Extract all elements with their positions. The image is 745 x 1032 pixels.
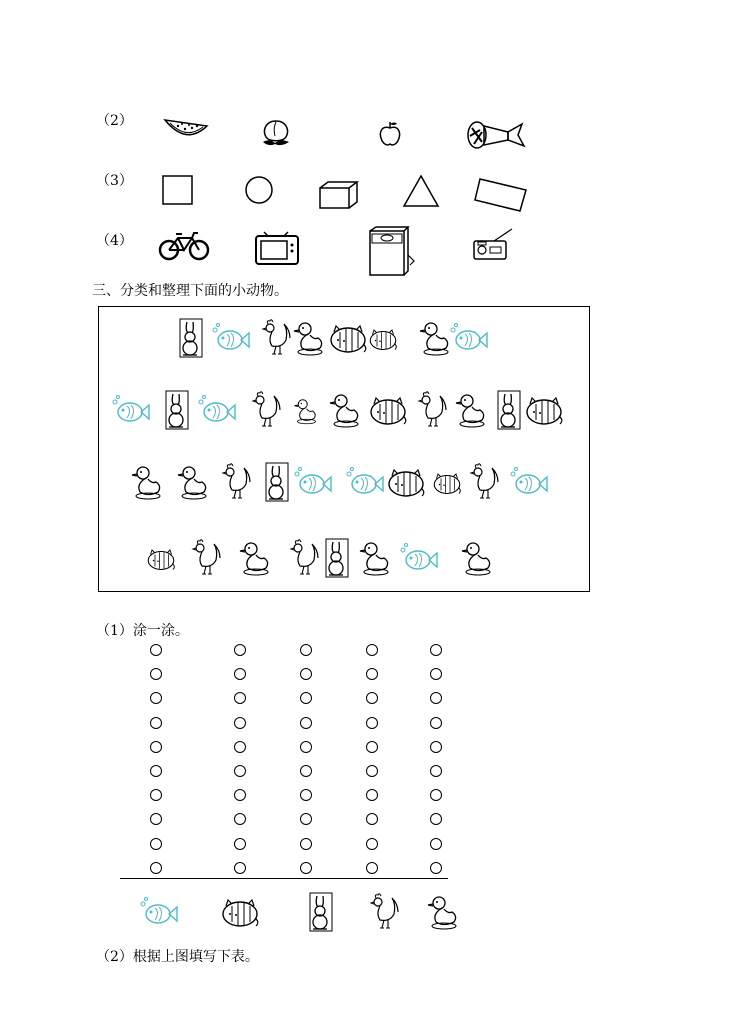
- q2-label: （2）根据上图填写下表。: [96, 949, 259, 965]
- tally-circle-duck[interactable]: [430, 765, 442, 777]
- axis-rabbit-icon: [300, 892, 340, 932]
- tally-circle-duck[interactable]: [430, 644, 442, 656]
- radio-icon: [472, 227, 516, 263]
- tally-circle-duck[interactable]: [430, 668, 442, 680]
- tally-circle-cat[interactable]: [234, 644, 246, 656]
- q1-label: （1）涂一涂。: [96, 623, 189, 639]
- fish-icon: [110, 390, 150, 430]
- duck-icon: [234, 538, 274, 578]
- triangle-icon: [402, 174, 440, 208]
- tally-circle-cat[interactable]: [234, 813, 246, 825]
- tally-circle-rabbit[interactable]: [300, 717, 312, 729]
- axis-fish-icon: [138, 892, 178, 932]
- row-4-label: （4）: [96, 233, 133, 249]
- tally-circle-duck[interactable]: [430, 717, 442, 729]
- cuboid-icon: [318, 180, 360, 210]
- tally-circle-rabbit[interactable]: [300, 692, 312, 704]
- cat-icon: [328, 318, 368, 358]
- cat-icon: [146, 544, 176, 574]
- tally-circle-duck[interactable]: [430, 838, 442, 850]
- tally-circle-rabbit[interactable]: [300, 838, 312, 850]
- tally-circle-fish[interactable]: [150, 838, 162, 850]
- tally-circle-rooster[interactable]: [366, 813, 378, 825]
- chart-baseline: [120, 878, 448, 879]
- tally-circle-rooster[interactable]: [366, 741, 378, 753]
- circle-shape-icon: [244, 175, 274, 205]
- rabbit-icon: [488, 390, 528, 430]
- tally-circle-fish[interactable]: [150, 862, 162, 874]
- tally-circle-duck[interactable]: [430, 813, 442, 825]
- fish-icon: [448, 318, 488, 358]
- tally-circle-rooster[interactable]: [366, 765, 378, 777]
- row-2-label: （2）: [96, 113, 133, 129]
- tally-circle-duck[interactable]: [430, 692, 442, 704]
- tally-circle-cat[interactable]: [234, 765, 246, 777]
- tally-circle-rabbit[interactable]: [300, 765, 312, 777]
- duck-icon: [288, 318, 328, 358]
- rabbit-icon: [256, 462, 296, 502]
- tally-circle-fish[interactable]: [150, 741, 162, 753]
- tally-circle-rooster[interactable]: [366, 644, 378, 656]
- tally-circle-rooster[interactable]: [366, 692, 378, 704]
- carrot-icon: [464, 118, 526, 152]
- axis-duck-icon: [422, 892, 462, 932]
- cat-icon: [386, 462, 426, 502]
- tally-circle-rabbit[interactable]: [300, 741, 312, 753]
- tally-circle-rooster[interactable]: [366, 862, 378, 874]
- tally-circle-fish[interactable]: [150, 668, 162, 680]
- tally-circle-duck[interactable]: [430, 862, 442, 874]
- cat-icon: [524, 390, 564, 430]
- rectangle-icon: [474, 176, 528, 214]
- duck-icon: [126, 462, 166, 502]
- duck-icon: [172, 462, 212, 502]
- tally-circle-rooster[interactable]: [366, 838, 378, 850]
- tally-circle-rooster[interactable]: [366, 789, 378, 801]
- fish-icon: [196, 390, 236, 430]
- tally-circle-fish[interactable]: [150, 717, 162, 729]
- tally-circle-rabbit[interactable]: [300, 668, 312, 680]
- peach-icon: [258, 118, 294, 148]
- cat-icon: [368, 324, 398, 354]
- rabbit-icon: [156, 390, 196, 430]
- television-icon: [254, 232, 300, 266]
- section-heading: 三、分类和整理下面的小动物。: [92, 283, 288, 299]
- tally-circle-rabbit[interactable]: [300, 644, 312, 656]
- fish-icon: [292, 462, 332, 502]
- rabbit-icon: [170, 318, 210, 358]
- rooster-icon: [214, 462, 254, 502]
- rooster-icon: [244, 390, 284, 430]
- tally-circle-cat[interactable]: [234, 741, 246, 753]
- cat-icon: [432, 468, 462, 498]
- duck-icon: [290, 396, 320, 426]
- tally-circle-cat[interactable]: [234, 668, 246, 680]
- tally-circle-cat[interactable]: [234, 838, 246, 850]
- duck-icon: [450, 390, 490, 430]
- tally-circle-fish[interactable]: [150, 644, 162, 656]
- tally-circle-cat[interactable]: [234, 692, 246, 704]
- tally-circle-fish[interactable]: [150, 813, 162, 825]
- square-icon: [162, 175, 194, 207]
- tally-circle-rabbit[interactable]: [300, 789, 312, 801]
- tally-circle-rabbit[interactable]: [300, 813, 312, 825]
- tally-circle-duck[interactable]: [430, 741, 442, 753]
- axis-cat-icon: [220, 892, 260, 932]
- rooster-icon: [462, 462, 502, 502]
- tally-circle-cat[interactable]: [234, 717, 246, 729]
- tally-circle-cat[interactable]: [234, 789, 246, 801]
- duck-icon: [456, 538, 496, 578]
- washing-machine-icon: [364, 225, 416, 279]
- tally-circle-rooster[interactable]: [366, 668, 378, 680]
- tally-circle-rooster[interactable]: [366, 717, 378, 729]
- fish-icon: [398, 538, 438, 578]
- tally-circle-cat[interactable]: [234, 862, 246, 874]
- watermelon-slice-icon: [163, 118, 209, 140]
- bicycle-icon: [158, 230, 210, 262]
- tally-circle-duck[interactable]: [430, 789, 442, 801]
- tally-circle-fish[interactable]: [150, 789, 162, 801]
- cat-icon: [368, 390, 408, 430]
- row-3-label: （3）: [96, 173, 133, 189]
- duck-icon: [354, 538, 394, 578]
- tally-circle-rabbit[interactable]: [300, 862, 312, 874]
- fish-icon: [344, 462, 384, 502]
- rooster-icon: [184, 538, 224, 578]
- fish-icon: [508, 462, 548, 502]
- rooster-icon: [410, 390, 450, 430]
- apple-icon: [376, 120, 404, 148]
- fish-icon: [210, 318, 250, 358]
- rabbit-icon: [316, 538, 356, 578]
- tally-circle-fish[interactable]: [150, 765, 162, 777]
- axis-rooster-icon: [362, 892, 402, 932]
- duck-icon: [324, 390, 364, 430]
- tally-circle-fish[interactable]: [150, 692, 162, 704]
